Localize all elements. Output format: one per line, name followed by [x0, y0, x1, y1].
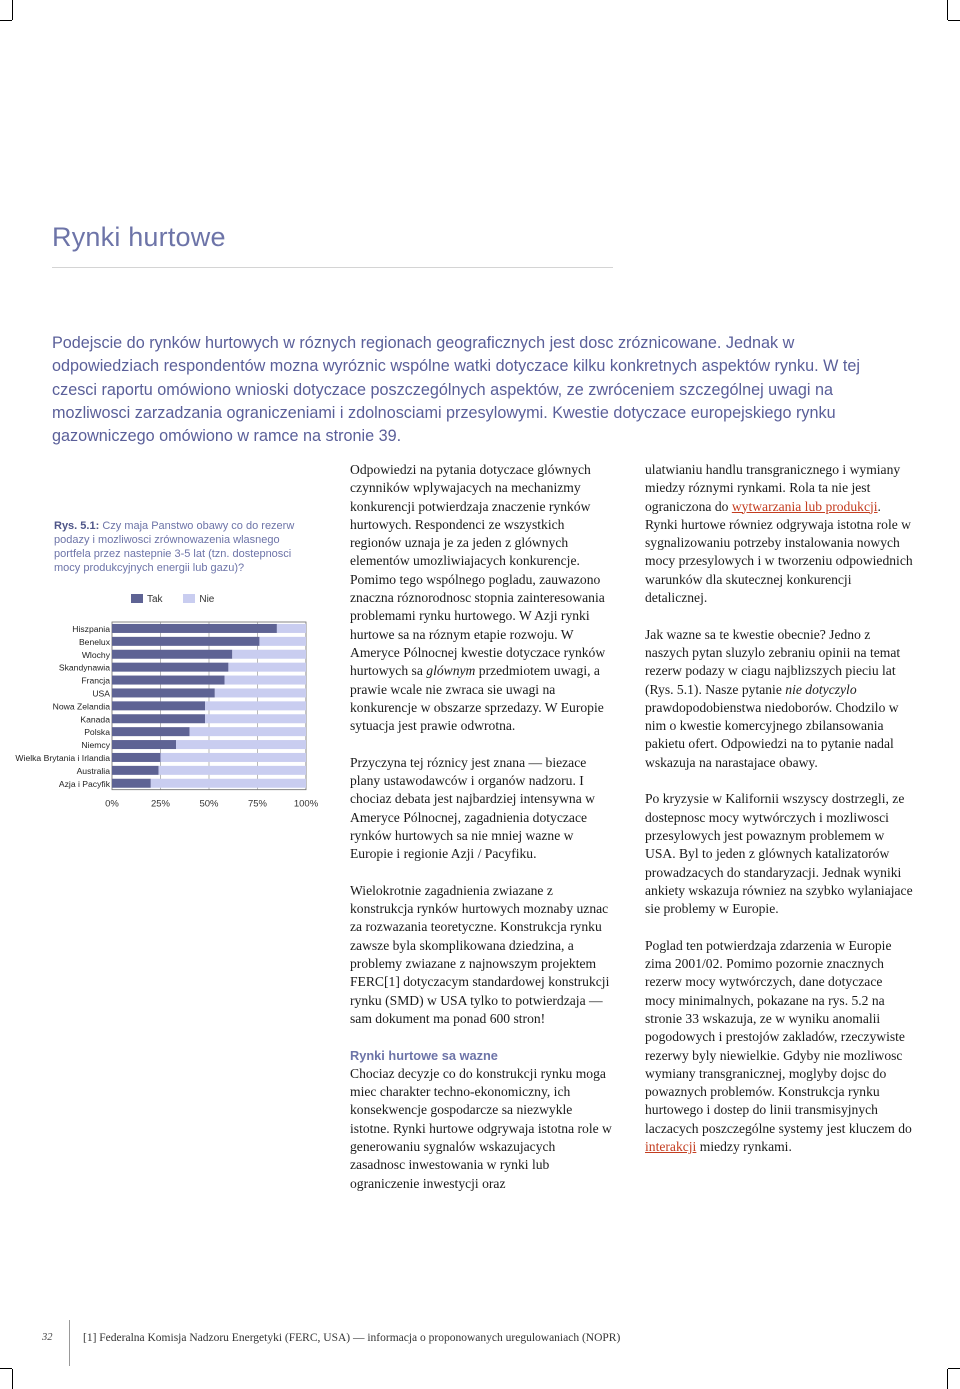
- bar-nie: [159, 766, 306, 775]
- x-tick-label: 25%: [150, 798, 171, 807]
- emphasis-text: nie dotyczylo: [785, 681, 857, 697]
- x-tick-label: 50%: [199, 798, 219, 807]
- crop-mark: [948, 20, 960, 21]
- right-paragraph-3: Po kryzysie w Kalifornii wszyscy dostrzegli, ze dostepnosc mocy wytwórczych i mozliwosci przesylowych jest powaznym problemem w USA. Byl to jeden z glównych katalizatorów prowadzacych do standaryzacji. Jednak wyniki ankiety wskazuja równiez na szybko wylaniajace sie problemy w Europie.: [645, 791, 913, 917]
- right-paragraph-4: Poglad ten potwierdzaja zdarzenia w Europie zima 2001/02. Pomimo pozornie znacznych rezerw mocy wytwórczych, dane dotyczace mocy minimalnych, pokazane na rys. 5.2 na stronie 33 wskazuja, ze w wyniku anomalii pogodowych i prestojów zakladów, rzeczywiste rezerwy byly niewielkie. Gdyby nie mozliwosc wymiany transgranicznej, moglyby dojsc do powaznych problemów. Konstrukcja rynku hurtowego i dostep do linii transmisyjnych laczacych poszczególne systemy jest kluczem do interakcji miedzy rynkami.: [645, 937, 912, 1154]
- category-label: Francja: [81, 675, 110, 686]
- bar-tak: [112, 714, 205, 723]
- crop-mark: [0, 20, 12, 21]
- intro-paragraph: Podejscie do rynków hurtowych w róznych regionach geograficznych jest dosc zróznicowane. Jednak w odpowiedziach respondentów mozna wyróznic wspólne watki dotyczace kilku konkretnych aspektów rynku. W tej czesci raportu omówiono wnioski dotyczace poszczególnych aspektów, ze zwróceniem szczególnej uwagi na mozliwosci zarzadzania ograniczeniami i zdolnosciami przesylowymi. Kwestie dotyczace europejskiego rynku gazowniczego omówiono w ramce na stronie 39.: [52, 334, 860, 446]
- mid-paragraph-4: Chociaz decyzje co do konstrukcji rynku moga miec charakter techno-ekonomiczny, ich konsekwencje gospodarcze sa niezwykle istotne. Rynki hurtowe odgrywaja istotna role w generowaniu sygnalów wskazujacych zasadnosc inwestowania w rynki lub ograniczenie inwestycji oraz: [350, 1065, 612, 1191]
- mid-paragraph-2: Przyczyna tej róznicy jest znana — biezace plany ustawodawców i organów nadzoru. I chociaz debata jest najbardziej intensywna w Ameryce Pólnocnej, zagadnienia dotyczace rynków hurtowych sa nie mniej wazne w Europie i regionie Azji / Pacyfiku.: [350, 754, 595, 862]
- legend-item-nie: [183, 594, 214, 605]
- crop-mark: [12, 0, 13, 20]
- emphasis-text: glównym: [426, 663, 476, 679]
- title-divider: [52, 267, 613, 268]
- right-paragraph-1: ulatwianiu handlu transgranicznego i wymiany miedzy róznymi rynkami. Rola ta nie jest ograniczona do wytwarzania lub produkcji. Rynki hurtowe równiez odgrywaja istotna role w sygnalizowaniu potrzeby instalowania nowych mocy przesylowych i w tworzeniu odpowiednich warunków dla skutecznej konkurencji detalicznej.: [645, 462, 913, 606]
- category-label: Polska: [84, 727, 110, 738]
- category-label: Niemcy: [81, 740, 110, 751]
- crop-mark: [947, 1369, 948, 1389]
- figure-question: Czy maja Panstwo obawy co do rezerw podazy i mozliwosci zrównowazenia wlasnego portfela przez nastepnie 3-5 lat (tzn. dostepnosci mocy produkcyjnych energii lub gazu)?: [54, 520, 295, 574]
- figure-caption: [54, 519, 314, 575]
- category-label: Benelux: [78, 636, 110, 647]
- bar-tak: [112, 766, 159, 775]
- crop-mark: [12, 1369, 13, 1389]
- category-label: Skandynawia: [58, 662, 110, 673]
- bar-nie: [151, 779, 306, 788]
- crop-mark: [0, 1368, 12, 1369]
- mid-paragraph-1: Odpowiedzi na pytania dotyczace glównych czynników wplywajacych na mechanizmy konkurencji potwierdzaja znaczenie rynków hurtowych. Respondenci ze wszystkich regionów uznaja je za jeden z glównych elementów umozliwiajacych konkurencje. Pomimo tego wspólnego pogladu, zauwazono znaczna róznorodnosc stopnia zainteresowania problemami rynku hurtowego. W Azji rynki hurtowe sa na róznym etapie rozwoju. W Ameryce Pólnocnej kwestie dotyczace rynków hurtowych sa glównym przedmiotem uwagi, a prawie wcale nie zwraca sie uwagi na konkurencje w obszarze sprzedazy. W Europie sytuacja jest prawie odwrotna.: [350, 462, 606, 734]
- mid-paragraph-3: Wielokrotnie zagadnienia zwiazane z konstrukcja rynków hurtowych moznaby uznac za rozwazania teoretyczne. Konstrukcja rynku zawsze byla skomplikowana dziedzina, a problemy zwiazane z najnowszym projektem FERC[1] dotyczacym standardowej konstrukcji rynku (SMD) w USA tylko to potwierdzaja — sam dokument ma ponad 600 stron!: [350, 882, 610, 1026]
- chart-legend: [131, 594, 232, 605]
- bar-tak: [112, 637, 259, 646]
- category-label: Wielka Brytania i Irlandia: [15, 752, 110, 763]
- bar-nie: [259, 637, 306, 646]
- bar-tak: [112, 753, 161, 762]
- bar-nie: [215, 688, 306, 697]
- bar-tak: [112, 701, 205, 710]
- bar-nie: [205, 701, 306, 710]
- bar-nie: [277, 624, 306, 633]
- x-tick-label: 0%: [105, 798, 119, 807]
- crop-mark: [947, 0, 948, 20]
- bar-tak: [112, 688, 215, 697]
- bar-nie: [225, 676, 306, 685]
- bar-tak: [112, 676, 225, 685]
- figure-label: Rys. 5.1:: [54, 520, 100, 532]
- bar-nie: [228, 663, 306, 672]
- stacked-bar-chart: [0, 612, 330, 807]
- category-label: Australia: [76, 765, 110, 776]
- bar-tak: [112, 624, 277, 633]
- bar-nie: [161, 753, 307, 762]
- category-label: Kanada: [80, 714, 110, 725]
- category-label: Nowa Zelandia: [52, 701, 110, 712]
- legend-label-nie: Nie: [199, 594, 215, 605]
- bar-tak: [112, 663, 228, 672]
- category-label: Hiszpania: [72, 623, 110, 634]
- section-subheading: Rynki hurtowe sa wazne: [350, 1047, 498, 1063]
- link-interakcji[interactable]: interakcji: [645, 1138, 697, 1154]
- right-paragraph-2: Jak wazne sa te kwestie obecnie? Jedno z naszych pytan sluzylo zebraniu opinii na temat rezerw podazy w ciagu najblizszych pieciu lat (Rys. 5.1). Nasze pytanie nie dotyczylo prawdopodobienstwa niedoborów. Chodzilo w nim o kwestie komercyjnego zbilansowania pakietu ofert. Odpowiedzi na to pytanie nadal wskazuja na narastajace obawy.: [645, 626, 901, 770]
- column-middle: [350, 461, 612, 1211]
- legend-swatch-nie: [183, 594, 195, 603]
- x-tick-label: 75%: [247, 798, 268, 807]
- bar-nie: [232, 650, 306, 659]
- column-right: [645, 461, 913, 1175]
- crop-mark: [948, 1368, 960, 1369]
- x-tick-label: 100%: [293, 798, 319, 807]
- legend-label-tak: Tak: [147, 594, 163, 605]
- bar-tak: [112, 650, 232, 659]
- category-label: Azja i Pacyfik: [58, 778, 110, 789]
- bar-nie: [190, 727, 306, 736]
- page-number: 32: [42, 1332, 53, 1343]
- legend-swatch-tak: [131, 594, 143, 603]
- link-wytwarzania[interactable]: wytwarzania lub produkcji: [731, 498, 878, 514]
- bar-nie: [205, 714, 306, 723]
- bar-tak: [112, 740, 176, 749]
- bar-tak: [112, 779, 151, 788]
- bar-nie: [176, 740, 306, 749]
- category-label: Wlochy: [81, 649, 110, 660]
- legend-item-tak: [131, 594, 163, 605]
- footer-divider: [69, 1320, 70, 1366]
- footnote: [1] Federalna Komisja Nadzoru Energetyki (FERC, USA) — informacja o proponowanych uregulowaniach (NOPR): [83, 1332, 621, 1344]
- category-label: USA: [92, 688, 110, 699]
- page-title: Rynki hurtowe: [52, 222, 226, 252]
- bar-tak: [112, 727, 190, 736]
